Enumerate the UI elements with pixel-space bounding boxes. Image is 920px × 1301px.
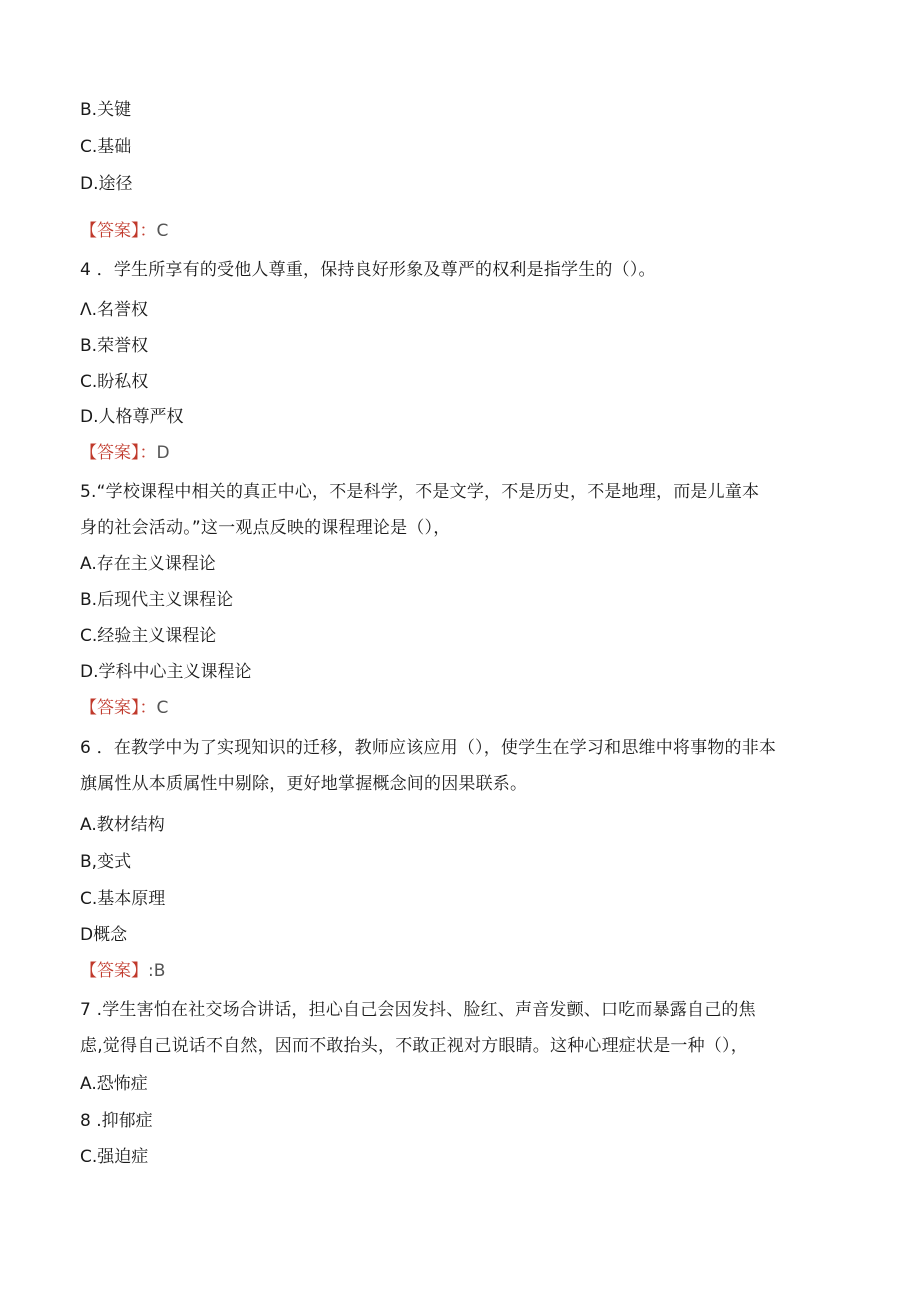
option-b: B.荣誉权 — [80, 336, 149, 356]
answer-line — [80, 960, 165, 982]
option-d: D.途径 — [80, 174, 133, 194]
question-4-stem: 4 ．学生所享有的受他人尊重，保持良好形象及尊严的权利是指学生的（）。 — [80, 260, 656, 280]
option-c: C.经验主义课程论 — [80, 626, 217, 646]
option-c: C.盼私权 — [80, 372, 149, 392]
question-6-stem-line2: 旗属性从本质属性中剔除，更好地掌握概念间的因果联系。 — [80, 774, 528, 794]
question-7-stem-line2: 虑,觉得自己说话不自然，因而不敢抬头，不敢正视对方眼睛。这种心理症状是一种（）， — [80, 1036, 748, 1056]
answer-label: 【答案】： — [80, 698, 157, 718]
answer-label: 【答案】 — [80, 961, 148, 981]
option-a: A.存在主义课程论 — [80, 554, 216, 574]
answer-value: C — [156, 698, 169, 718]
option-b: B,变式 — [80, 852, 132, 872]
answer-label: 【答案】： — [80, 221, 157, 241]
option-a: Λ.名誉权 — [80, 300, 149, 320]
option-a: A.恐怖症 — [80, 1074, 148, 1094]
answer-value: D — [156, 443, 170, 463]
answer-line — [80, 697, 168, 719]
answer-line — [80, 442, 170, 464]
answer-label: 【答案】： — [80, 443, 157, 463]
answer-value: :B — [148, 961, 166, 981]
answer-line — [80, 220, 168, 242]
option-b: B.后现代主义课程论 — [80, 590, 234, 610]
option-a: A.教材结构 — [80, 815, 165, 835]
question-5-stem-line2: 身的社会活动。”这一观点反映的课程理论是（）， — [80, 518, 451, 538]
option-d: D.学科中心主义课程论 — [80, 662, 252, 682]
question-5-stem-line1: 5.“学校课程中相关的真正中心，不是科学，不是文学，不是历史，不是地理，而是儿童本 — [80, 482, 760, 502]
option-b: B.关键 — [80, 100, 132, 120]
option-b: 8 .抑郁症 — [80, 1111, 153, 1131]
option-c: C.基础 — [80, 137, 132, 157]
answer-value: C — [156, 221, 169, 241]
option-c: C.基本原理 — [80, 889, 166, 909]
question-6-stem-line1: 6 ．在教学中为了实现知识的迁移，教师应该应用（），使学生在学习和思维中将事物的非本 — [80, 738, 777, 758]
question-7-stem-line1: 7 .学生害怕在社交场合讲话，担心自己会因发抖、脸红、声音发颤、口吃而暴露自己的焦 — [80, 1000, 756, 1020]
option-d: D概念 — [80, 925, 128, 945]
option-c: C.强迫症 — [80, 1147, 149, 1167]
option-d: D.人格尊严权 — [80, 407, 184, 427]
